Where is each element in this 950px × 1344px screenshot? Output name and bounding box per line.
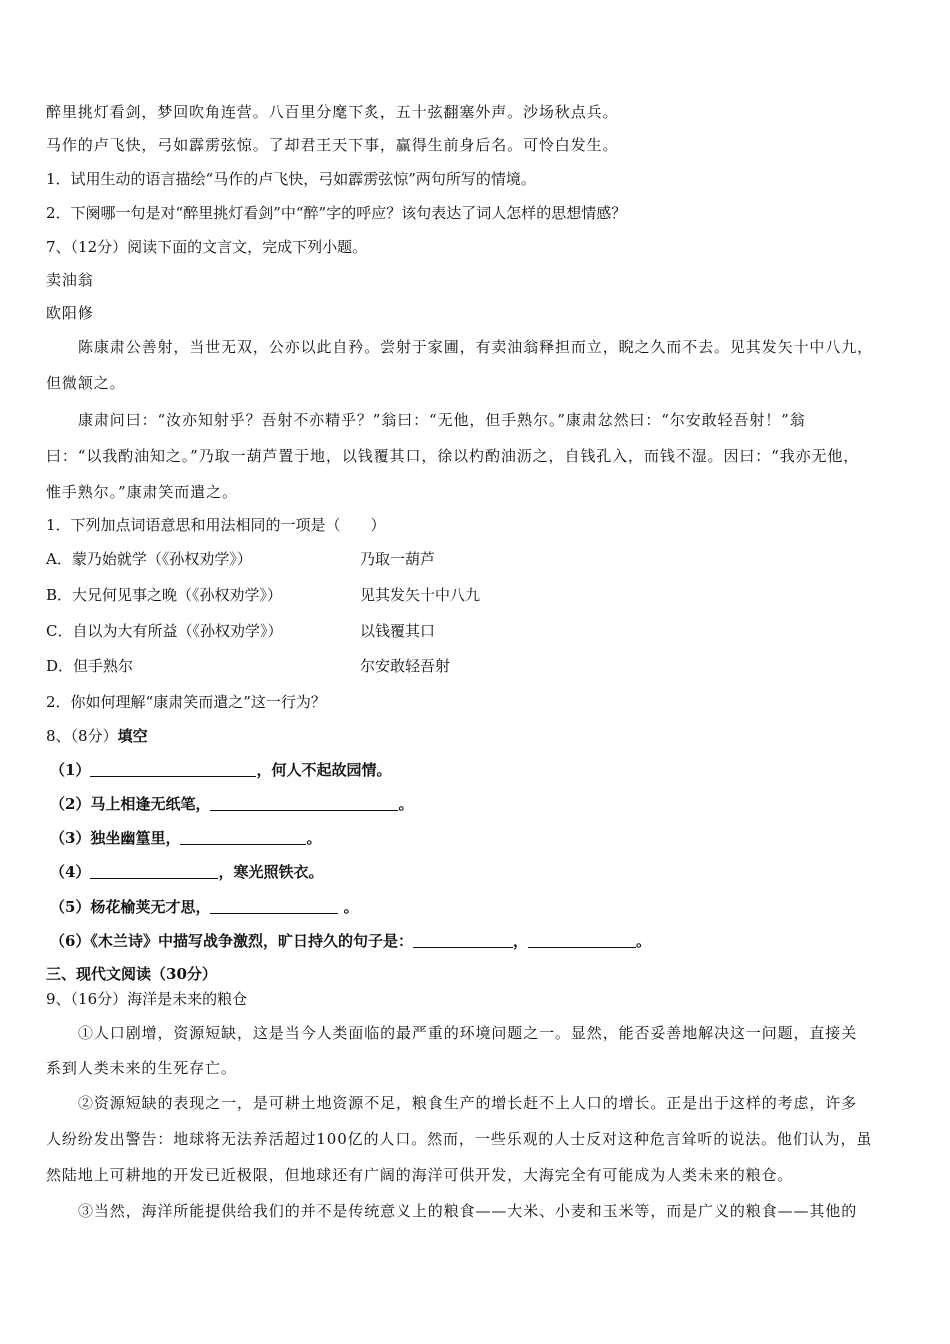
q8-item-4-pre: （4）: [50, 863, 91, 881]
q8-item-4-post: ，寒光照铁衣。: [218, 863, 324, 881]
q8-item-5-post: 。: [338, 898, 359, 916]
q8-item-6-pre: （6）《木兰诗》中描写战争激烈，旷日持久的句子是：: [50, 932, 413, 950]
q8-heading-number: 8、（8分）: [46, 727, 118, 745]
q8-item-5-blank[interactable]: [210, 898, 338, 914]
q7-option-b-compare: 见其发矢十中八九: [360, 586, 481, 604]
q8-item-2-pre: （2）马上相逢无纸笔，: [50, 795, 211, 813]
poem-line-1: 醉里挑灯看剑，梦回吹角连营。八百里分麾下炙，五十弦翻塞外声。沙场秋点兵。: [46, 103, 619, 121]
q7-option-b: B．大兄何见事之晚（《孙权劝学》）: [46, 586, 283, 604]
q8-item-4-blank[interactable]: [90, 863, 218, 879]
q9-passage-p2-a: ②资源短缺的表现之一，是可耕土地资源不足，粮食生产的增长赶不上人口的增长。正是出于这样的考虑，许多: [78, 1094, 858, 1112]
q9-passage-p2-c: 然陆地上可耕地的开发已近极限，但地球还有广阔的海洋可供开发，大海完全有可能成为人类未来的粮仓。: [46, 1166, 794, 1184]
q8-heading-label: 填空: [117, 727, 148, 745]
q8-item-6-post: 。: [635, 932, 651, 950]
q8-item-3: [50, 828, 321, 848]
q8-item-5-pre: （5）杨花榆荚无才思，: [50, 898, 211, 916]
q7-option-a: A．蒙乃始就学（《孙权劝学》）: [46, 550, 252, 568]
poem-question-1: 1．试用生动的语言描绘“马作的卢飞快，弓如霹雳弦惊”两句所写的情境。: [46, 170, 536, 188]
q8-item-6: [50, 931, 651, 951]
q7-passage-p2-c: 惟手熟尔。”康肃笑而遣之。: [46, 483, 238, 501]
section-3-heading: 三、现代文阅读（30分）: [46, 965, 217, 983]
q7-heading: 7、（12分）阅读下面的文言文，完成下列小题。: [46, 238, 368, 256]
q7-sub-question-1: 1．下列加点词语意思和用法相同的一项是（ ）: [46, 516, 386, 534]
q7-passage-p1-a: 陈康肃公善射，当世无双，公亦以此自矜。尝射于家圃，有卖油翁释担而立，睨之久而不去。见其发矢十中八九，: [78, 338, 874, 356]
q7-option-c: C．自以为大有所益（《孙权劝学》）: [46, 622, 283, 640]
q7-passage-p2-b: 曰：“以我酌油知之。”乃取一葫芦置于地，以钱覆其口，徐以杓酌油沥之，自钱孔入，而钱不湿。因曰：“我亦无他，: [46, 447, 860, 465]
q7-option-d-compare: 尔安敢轻吾射: [360, 657, 451, 675]
q8-item-5: [50, 897, 359, 917]
q9-passage-p1-a: ①人口剧增，资源短缺，这是当今人类面临的最严重的环境问题之一。显然，能否妥善地解决这一问题，直接关: [78, 1024, 858, 1042]
q8-heading: [46, 726, 148, 746]
q7-passage-p1-b: 但微颔之。: [46, 374, 126, 392]
q8-item-6-mid: ，: [512, 932, 528, 950]
q8-item-2-blank[interactable]: [210, 795, 398, 811]
q8-item-1-pre: （1）: [50, 761, 91, 779]
q8-item-3-blank[interactable]: [180, 829, 306, 845]
q9-passage-p3-a: ③当然，海洋所能提供给我们的并不是传统意义上的粮食——大米、小麦和玉米等，而是广义的粮食——其他的: [78, 1202, 858, 1220]
poem-question-2: 2．下阕哪一句是对“醉里挑灯看剑”中“醉”字的呼应？该句表达了词人怎样的思想情感？: [46, 204, 627, 222]
q8-item-6-blank-2[interactable]: [528, 932, 636, 948]
q7-sub-question-2: 2．你如何理解“康肃笑而遣之”这一行为？: [46, 693, 326, 711]
q8-item-2: [50, 794, 413, 814]
q8-item-2-post: 。: [398, 795, 414, 813]
q9-passage-p1-b: 系到人类未来的生死存亡。: [46, 1059, 237, 1077]
q8-item-1: [50, 760, 391, 780]
q9-passage-p2-b: 人纷纷发出警告：地球将无法养活超过100亿的人口。然而，一些乐观的人士反对这种危言耸听的说法。他们认为，虽: [46, 1130, 873, 1148]
q8-item-4: [50, 862, 323, 882]
q8-item-1-blank[interactable]: [90, 761, 256, 777]
q7-option-a-compare: 乃取一葫芦: [360, 550, 436, 568]
q7-option-c-compare: 以钱覆其口: [360, 622, 436, 640]
poem-line-2: 马作的卢飞快，弓如霹雳弦惊。了却君王天下事，赢得生前身后名。可怜白发生。: [46, 136, 619, 154]
q7-title: 卖油翁: [46, 271, 94, 289]
q7-option-d: D．但手熟尔: [46, 657, 134, 675]
q8-item-3-pre: （3）独坐幽篁里，: [50, 829, 181, 847]
q8-item-3-post: 。: [306, 829, 322, 847]
q7-passage-p2-a: 康肃问曰：“汝亦知射乎？吾射不亦精乎？”翁曰：“无他，但手熟尔。”康肃忿然曰：“尔安敢轻吾射！”翁: [78, 411, 806, 429]
q8-item-6-blank-1[interactable]: [413, 932, 513, 948]
q9-heading: 9、（16分）海洋是未来的粮仓: [46, 990, 248, 1008]
q8-item-1-post: ，何人不起故园情。: [256, 761, 392, 779]
q7-author: 欧阳修: [46, 304, 94, 322]
